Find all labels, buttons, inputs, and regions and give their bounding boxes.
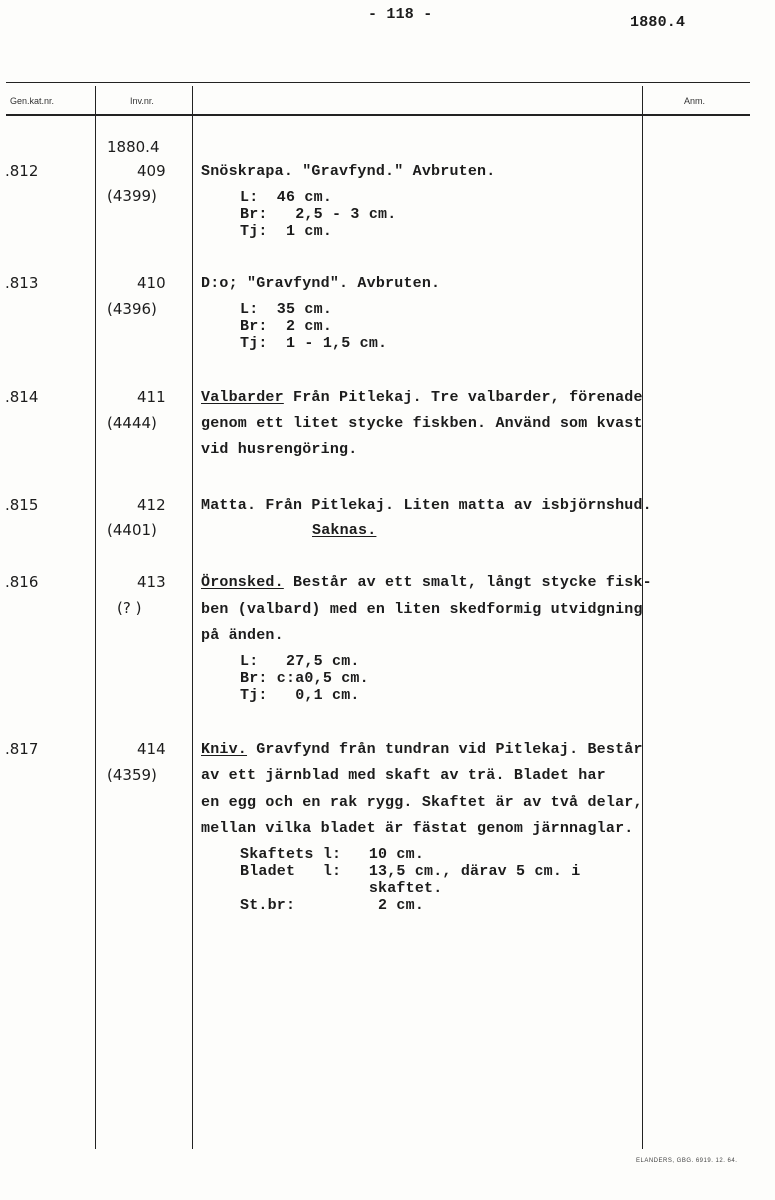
measurement-line: Tj: 1 - 1,5 cm. [240, 335, 388, 352]
printer-mark: ELANDERS, GBG. 6919. 12. 64. [636, 1158, 738, 1164]
old-inv-nr: (4401) [107, 521, 157, 539]
entry-description [201, 574, 652, 591]
old-inv-nr: (4359) [107, 766, 157, 784]
old-inv-nr: (? ) [117, 599, 142, 617]
column-divider-2 [192, 86, 193, 1149]
entry-description [201, 741, 643, 758]
entry-description [201, 497, 652, 514]
gen-kat-nr: .813 [5, 274, 39, 292]
column-header-inv-nr: Inv.nr. [130, 96, 154, 106]
gen-kat-nr: .816 [5, 573, 39, 591]
measurement-line: L: 46 cm. [240, 189, 333, 206]
inv-nr: 413 [137, 573, 166, 591]
measurement-line: Tj: 0,1 cm. [240, 687, 360, 704]
entry-text: "Gravfynd." Avbruten. [293, 163, 496, 180]
gen-kat-nr: .817 [5, 740, 39, 758]
entry-title: Kniv. [201, 741, 248, 758]
inv-nr: 414 [137, 740, 166, 758]
measurement-line: Bladet l: 13,5 cm., därav 5 cm. i [240, 863, 581, 880]
inv-nr: 409 [137, 162, 166, 180]
year-code: 1880.4 [630, 14, 686, 31]
entry-text-line: vid husrengöring. [201, 441, 358, 458]
measurement-line: Skaftets l: 10 cm. [240, 846, 425, 863]
entry-text-line: genom ett litet stycke fiskben. Använd som kvast [201, 415, 643, 432]
gen-kat-nr: .812 [5, 162, 39, 180]
inv-nr: 412 [137, 496, 166, 514]
measurement-line: Br: c:a0,5 cm. [240, 670, 369, 687]
column-header-gen-kat-nr: Gen.kat.nr. [10, 96, 55, 106]
old-inv-nr: (4399) [107, 187, 157, 205]
entry-text: Från Pitlekaj. Tre valbarder, förenade [283, 389, 643, 406]
entry-title: Valbarder [201, 389, 284, 406]
entry-text-line: en egg och en rak rygg. Skaftet är av två delar, [201, 794, 643, 811]
entry-description [201, 275, 440, 292]
entry-text-line: av ett järnblad med skaft av trä. Bladet har [201, 767, 606, 784]
gen-kat-nr: .815 [5, 496, 39, 514]
inv-nr: 410 [137, 274, 166, 292]
page-number: - 118 - [368, 6, 433, 23]
measurement-line: Tj: 1 cm. [240, 223, 333, 240]
old-inv-nr: (4396) [107, 300, 157, 318]
header-bottom-rule [6, 114, 750, 116]
measurement-line: St.br: 2 cm. [240, 897, 425, 914]
entry-title: Matta. [201, 497, 257, 514]
entry-text: "Gravfynd". Avbruten. [237, 275, 441, 292]
old-inv-nr: (4444) [107, 414, 157, 432]
measurement-line: Br: 2,5 - 3 cm. [240, 206, 397, 223]
entry-title: Öronsked. [201, 574, 284, 591]
entry-title: Snöskrapa. [201, 163, 294, 180]
entry-description [201, 389, 643, 406]
gen-kat-nr: .814 [5, 388, 39, 406]
missing-note: Saknas. [312, 522, 377, 539]
group-label: 1880.4 [107, 138, 160, 156]
entry-description [201, 163, 495, 180]
entry-text: Från Pitlekaj. Liten matta av isbjörnshud. [256, 497, 652, 514]
measurement-line: Br: 2 cm. [240, 318, 333, 335]
entry-text: Gravfynd från tundran vid Pitlekaj. Består [247, 741, 643, 758]
measurement-line: skaftet. [240, 880, 443, 897]
column-divider-1 [95, 86, 96, 1149]
entry-text: Består av ett smalt, långt stycke fisk- [283, 574, 652, 591]
entry-text-line: på änden. [201, 627, 284, 644]
entry-text-line: mellan vilka bladet är fästat genom järnnaglar. [201, 820, 634, 837]
entry-title: D:o; [201, 275, 238, 292]
measurement-line: L: 27,5 cm. [240, 653, 360, 670]
column-header-anm: Anm. [684, 96, 706, 106]
entry-text-line: ben (valbard) med en liten skedformig utvidgning [201, 601, 643, 618]
measurement-line: L: 35 cm. [240, 301, 333, 318]
header-top-rule [6, 82, 750, 83]
inv-nr: 411 [137, 388, 166, 406]
